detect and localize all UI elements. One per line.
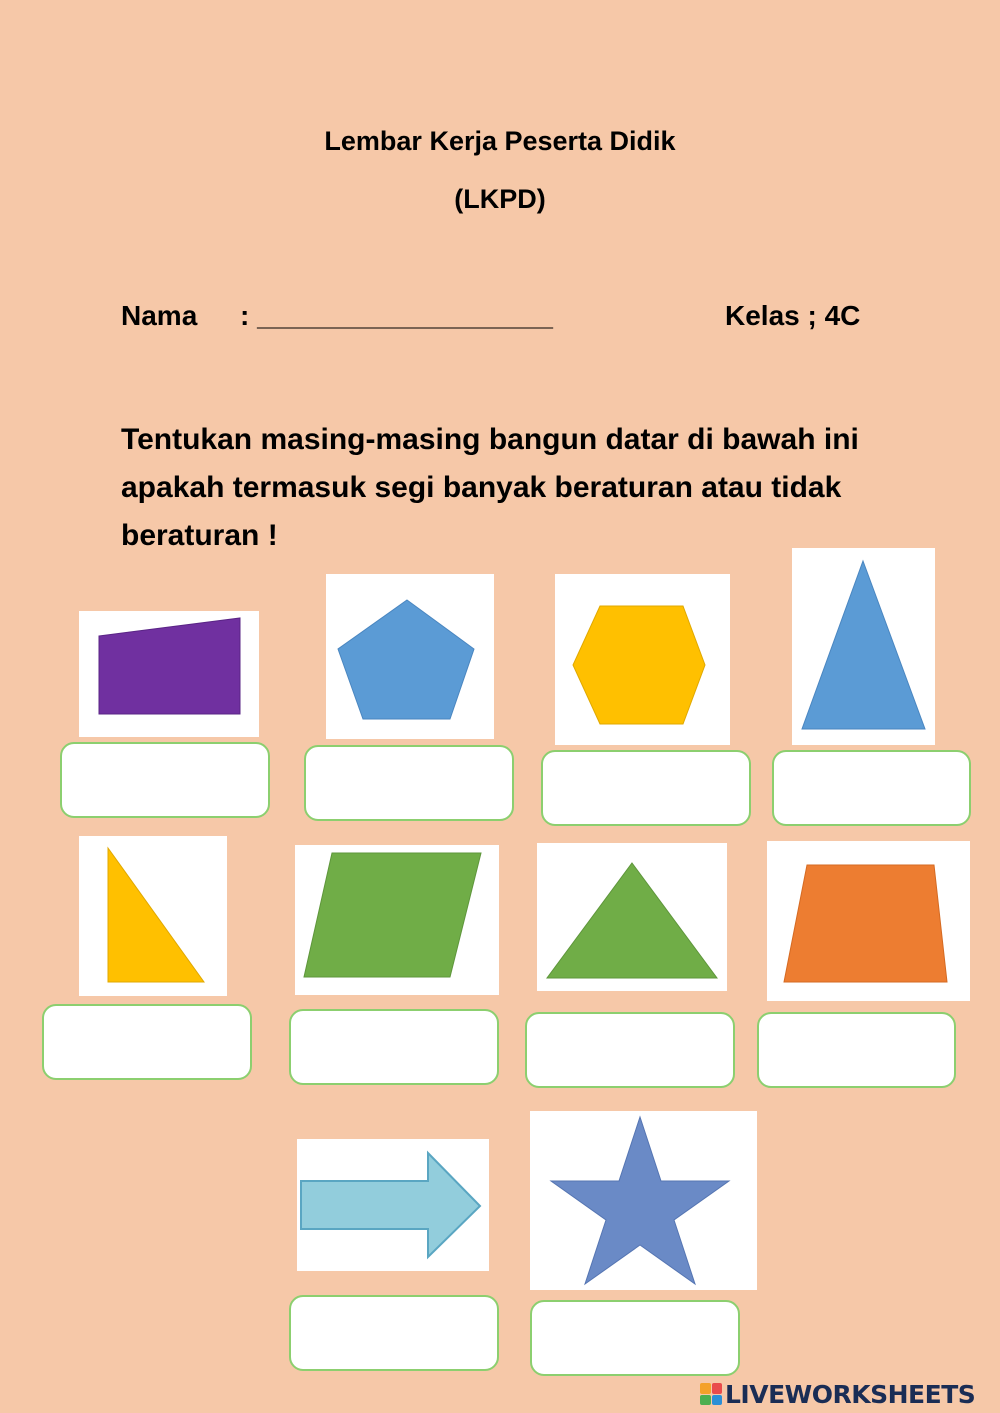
answer-box-8[interactable]: [757, 1012, 956, 1088]
shape-card-triangle: [537, 843, 727, 991]
answer-box-6[interactable]: [289, 1009, 499, 1085]
shape-card-star: [530, 1111, 757, 1290]
answer-box-2[interactable]: [304, 745, 514, 821]
answer-box-3[interactable]: [541, 750, 751, 826]
worksheet-title: Lembar Kerja Peserta Didik: [324, 126, 676, 156]
name-blank: : ___________________: [240, 300, 553, 331]
shape-card-right-triangle: [79, 836, 227, 996]
trapezoid-icon: [767, 841, 970, 1001]
answer-box-1[interactable]: [60, 742, 270, 818]
shape-card-isosceles-triangle: [792, 548, 935, 745]
instruction-text: Tentukan masing-masing bangun datar di bawah ini apakah termasuk segi banyak beraturan atau tidak beraturan !: [121, 423, 859, 552]
logo-grid-icon: [700, 1383, 722, 1405]
brand-text: LIVEWORKSHEETS: [725, 1379, 976, 1409]
answer-box-4[interactable]: [772, 750, 971, 826]
parallelogram-icon: [295, 845, 499, 995]
shape-card-quadrilateral: [79, 611, 259, 737]
quadrilateral-icon: [79, 611, 259, 737]
arrow-icon: [297, 1139, 489, 1271]
worksheet-subtitle: (LKPD): [454, 184, 546, 214]
right-triangle-icon: [79, 836, 227, 996]
answer-box-9[interactable]: [289, 1295, 499, 1371]
answer-box-5[interactable]: [42, 1004, 252, 1080]
shape-card-pentagon: [326, 574, 494, 739]
star-icon: [530, 1111, 757, 1290]
shape-card-arrow: [297, 1139, 489, 1271]
triangle-icon: [537, 843, 727, 991]
shape-card-trapezoid: [767, 841, 970, 1001]
name-label: Nama: [121, 300, 198, 331]
hexagon-icon: [555, 574, 730, 745]
class-label: Kelas ; 4C: [725, 300, 861, 331]
isosceles-triangle-icon: [792, 548, 935, 745]
answer-box-10[interactable]: [530, 1300, 740, 1376]
shape-card-hexagon: [555, 574, 730, 745]
shape-card-parallelogram: [295, 845, 499, 995]
pentagon-icon: [326, 574, 494, 739]
answer-box-7[interactable]: [525, 1012, 735, 1088]
liveworksheets-logo: [700, 1378, 975, 1410]
